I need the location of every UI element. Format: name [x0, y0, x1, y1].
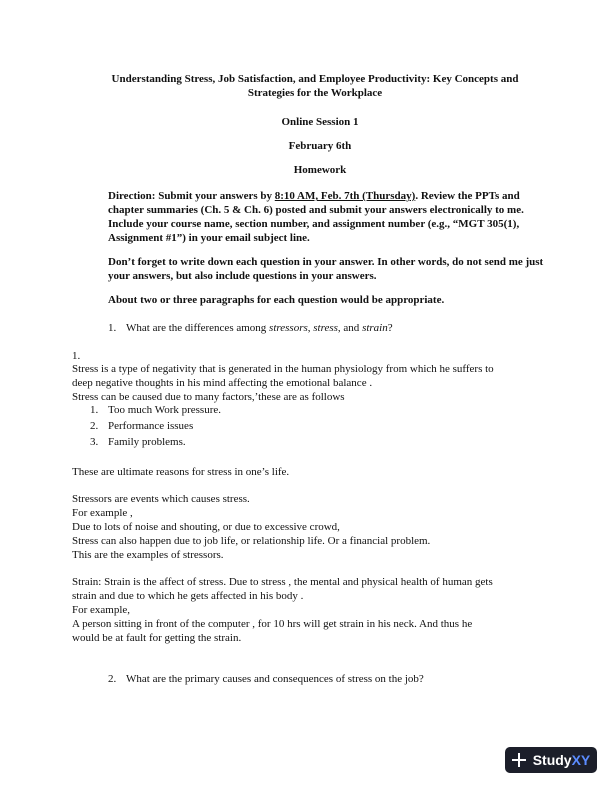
answer-label: 1.	[72, 350, 81, 362]
strain-definition-line-1: Strain: Strain is the affect of stress. Due to stress , the mental and physical health of human gets	[72, 576, 493, 588]
strain-definition-line-2: strain and due to which he gets affected in his body .	[72, 590, 304, 602]
stress-definition-line-2: deep negative thoughts in his mind affecting the emotional balance .	[72, 377, 373, 389]
reminder-paragraph: Don’t forget to write down each question in your answer. In other words, do not send me just your answers, but also include questions in your answers.	[108, 256, 544, 282]
strain-example-line-2: would be at fault for getting the strain.	[72, 632, 242, 644]
stress-definition-line-1: Stress is a type of negativity that is generated in the human physiology from which he suffers to	[72, 363, 494, 375]
list-item: 2. Performance issues	[90, 420, 194, 432]
list-item: 1. Too much Work pressure.	[90, 404, 222, 416]
length-note: About two or three paragraphs for each question would be appropriate.	[108, 294, 445, 306]
directions-paragraph	[108, 189, 548, 245]
page-title: Understanding Stress, Job Satisfaction, and Employee Productivity: Key Concepts and Strategies for the Workplace	[111, 73, 519, 99]
question-1: 1. What are the differences among stressors, stress, and strain?	[108, 322, 393, 334]
brand-name: Study	[532, 752, 572, 768]
homework-label: Homework	[293, 164, 347, 176]
factors-intro: Stress can be caused due to many factors,’these are as follows	[72, 391, 345, 403]
question-2: 2. What are the primary causes and consequences of stress on the job?	[108, 673, 424, 685]
strain-example-line-1: A person sitting in front of the computer , for 10 hrs will get strain in his neck. And thus he	[72, 618, 473, 630]
for-example-2: For example,	[72, 604, 131, 616]
stressors-definition: Stressors are events which causes stress.	[72, 493, 250, 505]
studyxy-badge[interactable]	[505, 747, 597, 773]
plus-icon	[512, 753, 526, 767]
direction-lead: Direction: Submit your answers by	[108, 190, 275, 202]
ultimate-reasons: These are ultimate reasons for stress in one’s life.	[72, 466, 290, 478]
example-job: Stress can also happen due to job life, or relationship life. Or a financial problem.	[72, 535, 431, 547]
example-noise: Due to lots of noise and shouting, or due to excessive crowd,	[72, 521, 340, 533]
list-item: 3. Family problems.	[90, 436, 186, 448]
brand-accent: XY	[571, 752, 591, 768]
for-example-1: For example ,	[72, 507, 133, 519]
session-label: Online Session 1	[281, 116, 359, 128]
direction-rest: . Review the PPTs and chapter summaries (Ch. 5 & Ch. 6) posted and submit your answers electronically to me. Include your course name, section number, and assignment number (e.g., “MGT 305(1), Assignment #1”) in your email subject line.	[108, 190, 524, 244]
deadline-text: 8:10 AM, Feb. 7th (Thursday)	[274, 190, 416, 202]
examples-close: This are the examples of stressors.	[72, 549, 224, 561]
date-label: February 6th	[288, 140, 352, 152]
